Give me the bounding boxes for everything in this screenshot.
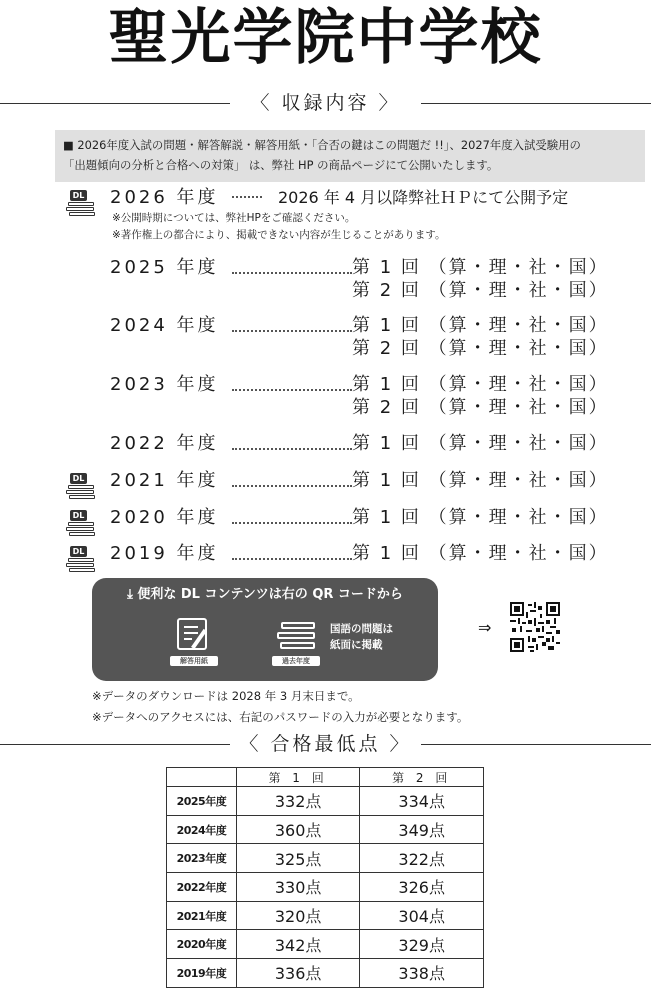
score-cell: 332点: [236, 787, 360, 816]
score-cell: 304点: [360, 901, 484, 930]
table-row: [167, 815, 484, 844]
qr-code-icon[interactable]: [510, 602, 560, 652]
past-years-caption: 過去年度: [272, 656, 320, 666]
round-content: 第 1 回 （算・理・社・国）: [352, 543, 609, 564]
year-cell: 2025年度: [167, 787, 237, 816]
leader-dots: [232, 485, 352, 487]
score-heading-label: 〈 合格最低点 〉: [239, 733, 412, 755]
dl-book-icon: [66, 190, 98, 216]
year-cell: 2019年度: [167, 959, 237, 988]
header-cell: 第 2 回: [360, 768, 484, 787]
table-row: [167, 873, 484, 902]
minimum-score-table: [166, 767, 484, 988]
table-row: [167, 930, 484, 959]
table-row: [167, 787, 484, 816]
header-cell: 第 1 回: [236, 768, 360, 787]
contents-heading-label: 〈 収録内容 〉: [250, 92, 401, 114]
score-cell: 336点: [236, 959, 360, 988]
answer-sheet-caption: 解答用紙: [170, 656, 218, 666]
table-row: [167, 959, 484, 988]
dl-book-icon: [66, 546, 98, 572]
table-header-row: [167, 768, 484, 787]
heading-rule-right: [421, 103, 651, 104]
leader-dots: [232, 272, 352, 274]
round-content: 第 2 回 （算・理・社・国）: [352, 280, 609, 301]
score-cell: 322点: [360, 844, 484, 873]
year-label: 2026 年度: [110, 187, 219, 208]
dl-contents-heading: ⤓ 便利な DL コンテンツは右の QR コードから: [127, 587, 403, 602]
round-content: 第 2 回 （算・理・社・国）: [352, 338, 609, 359]
leader-dots: [232, 558, 352, 560]
note-line: ※公開時期については、弊社HPをご確認ください。: [112, 212, 356, 224]
year-cell: 2024年度: [167, 815, 237, 844]
score-cell: 329点: [360, 930, 484, 959]
leader-dots: [232, 448, 352, 450]
dl-contents-box: [92, 578, 438, 681]
note-line: ※著作権上の都合により、掲載できない内容が生じることがあります。: [112, 229, 446, 241]
heading-rule-left: [0, 103, 230, 104]
notice-line-1: ■ 2026年度入試の問題・解答解説・解答用紙・「合否の鍵はこの問題だ !!」、2027年度入試受験用の: [63, 138, 581, 152]
notice-line-2: 「出題傾向の分析と合格への対策」 は、弊社 HP の商品ページにて公開いたします。: [63, 158, 499, 172]
round-content: 第 1 回 （算・理・社・国）: [352, 315, 609, 336]
year-cell: 2022年度: [167, 873, 237, 902]
year-label: 2024 年度: [110, 315, 219, 336]
dl-badge: DL: [70, 473, 87, 484]
table-row: [167, 901, 484, 930]
score-cell: 334点: [360, 787, 484, 816]
round-content: 第 1 回 （算・理・社・国）: [352, 374, 609, 395]
year-label: 2025 年度: [110, 257, 219, 278]
year-label: 2020 年度: [110, 507, 219, 528]
publication-schedule: 2026 年 4 月以降弊社ＨＰにて公開予定: [278, 188, 569, 207]
round-content: 第 1 回 （算・理・社・国）: [352, 433, 609, 454]
dl-note-line: ※データへのアクセスには、右記のパスワードの入力が必要となります。: [92, 710, 469, 724]
year-cell: 2021年度: [167, 901, 237, 930]
round-content: 第 1 回 （算・理・社・国）: [352, 470, 609, 491]
score-cell: 342点: [236, 930, 360, 959]
japanese-note-line-1: 国語の問題は: [330, 623, 393, 635]
table-row: [167, 844, 484, 873]
year-cell: 2020年度: [167, 930, 237, 959]
round-content: 第 2 回 （算・理・社・国）: [352, 397, 609, 418]
score-cell: 349点: [360, 815, 484, 844]
header-cell: [167, 768, 237, 787]
leader-dots: [232, 522, 352, 524]
dl-book-icon: [66, 510, 98, 536]
round-content: 第 1 回 （算・理・社・国）: [352, 507, 609, 528]
dl-book-icon: [66, 473, 98, 499]
dl-badge: DL: [70, 510, 87, 521]
heading-rule-left: [0, 744, 230, 745]
score-section-heading: [0, 731, 651, 757]
leader-dots: [232, 389, 352, 391]
japanese-note: [330, 621, 420, 653]
year-label: 2023 年度: [110, 374, 219, 395]
score-cell: 360点: [236, 815, 360, 844]
answer-sheet-icon: [177, 618, 207, 650]
score-cell: 320点: [236, 901, 360, 930]
round-content: 第 1 回 （算・理・社・国）: [352, 257, 609, 278]
past-years-books-icon: [277, 620, 317, 654]
dl-note-line: ※データのダウンロードは 2028 年 3 月末日まで。: [92, 689, 360, 703]
year-label: 2019 年度: [110, 543, 219, 564]
contents-section-heading: [0, 90, 651, 116]
dl-badge: DL: [70, 190, 87, 201]
year-cell: 2023年度: [167, 844, 237, 873]
heading-rule-right: [421, 744, 651, 745]
japanese-note-line-2: 紙面に掲載: [330, 639, 383, 651]
leader-dots: [232, 330, 352, 332]
year-label: 2022 年度: [110, 433, 219, 454]
leader-dots: [232, 196, 262, 198]
score-cell: 338点: [360, 959, 484, 988]
dl-badge: DL: [70, 546, 87, 557]
score-cell: 326点: [360, 873, 484, 902]
publication-notice-box: [55, 130, 645, 182]
score-cell: 325点: [236, 844, 360, 873]
school-name-title: 聖光学院中学校: [108, 3, 543, 73]
score-cell: 330点: [236, 873, 360, 902]
year-label: 2021 年度: [110, 470, 219, 491]
arrow-right-icon: ⇒: [478, 618, 492, 637]
